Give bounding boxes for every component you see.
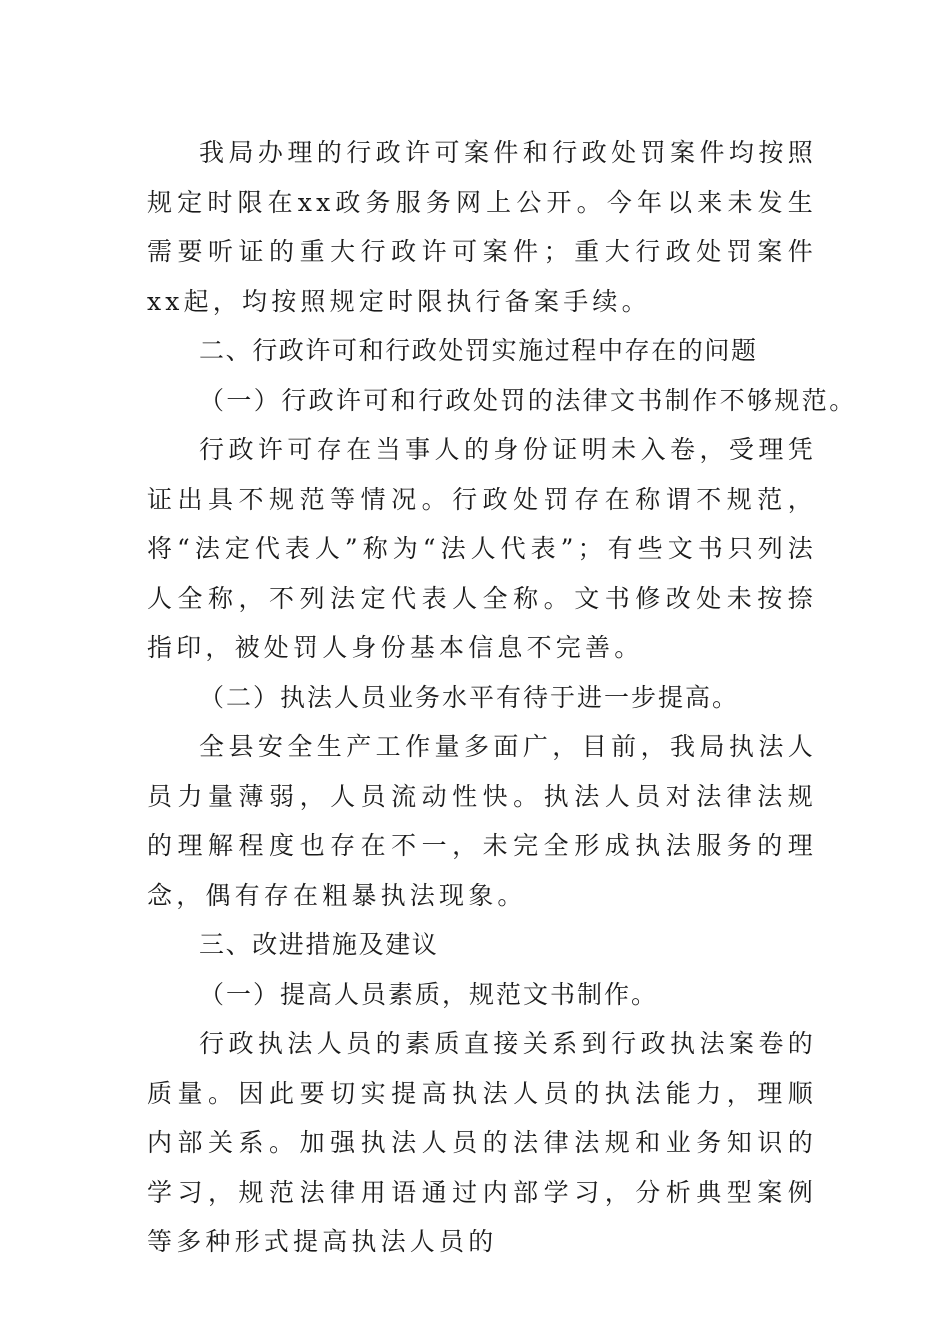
subheading-improve-quality: （一）提高人员素质，规范文书制作。	[199, 979, 659, 1009]
subheading-document-standards: （一）行政许可和行政处罚的法律文书制作不够规范。	[199, 385, 857, 415]
paragraph-case-disclosure: 我局办理的行政许可案件和行政处罚案件均按照规定时限在xx政务服务网上公开。今年以来未发生需要听证的重大行政许可案件；重大行政处罚案件xx起，均按照规定时限执行备案手续。	[147, 138, 817, 316]
document-body	[147, 128, 857, 1267]
paragraph-staff-issues: 全县安全生产工作量多面广，目前，我局执法人员力量薄弱，人员流动性快。执法人员对法律法规的理解程度也存在不一，未完全形成执法服务的理念，偶有存在粗暴执法现象。	[147, 732, 817, 910]
subheading-staff-skills: （二）执法人员业务水平有待于进一步提高。	[199, 682, 740, 712]
paragraph-improve-measures: 行政执法人员的素质直接关系到行政执法案卷的质量。因此要切实提高执法人员的执法能力，理顺内部关系。加强执法人员的法律法规和业务知识的学习，规范法律用语通过内部学习，分析典型案例等多种形式提高执法人员的	[147, 1029, 817, 1256]
paragraph-document-issues: 行政许可存在当事人的身份证明未入卷，受理凭证出具不规范等情况。行政处罚存在称谓不规范，将“法定代表人”称为“法人代表”；有些文书只列法人全称，不列法定代表人全称。文书修改处未按捺指印，被处罚人身份基本信息不完善。	[147, 435, 817, 662]
section-heading-measures: 三、改进措施及建议	[199, 930, 439, 959]
section-heading-problems: 二、行政许可和行政处罚实施过程中存在的问题	[199, 336, 758, 365]
